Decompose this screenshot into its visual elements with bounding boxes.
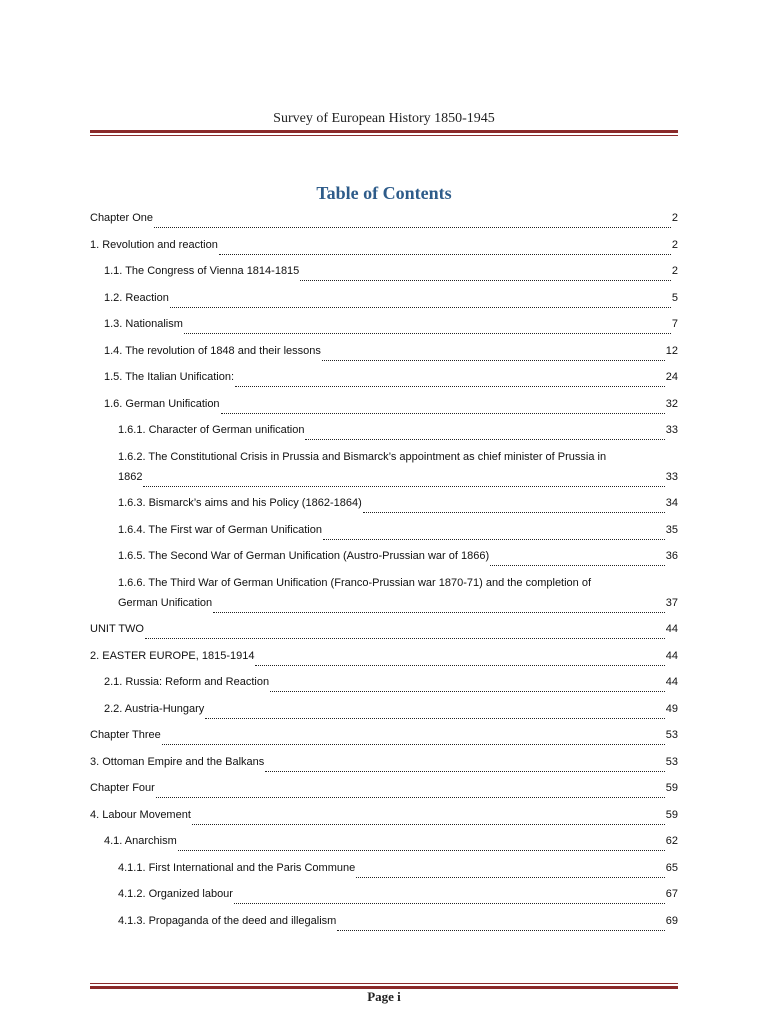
toc-entry[interactable] <box>90 447 678 487</box>
dot-leader <box>145 624 665 639</box>
toc-entry[interactable] <box>90 858 678 878</box>
dot-leader <box>170 293 671 308</box>
toc-entry-text-continued: German Unification <box>118 596 213 609</box>
toc-entry-page: 35 <box>665 523 678 536</box>
toc-entry[interactable] <box>90 261 678 281</box>
toc-entry[interactable] <box>90 208 678 228</box>
toc-entry[interactable] <box>90 646 678 666</box>
toc-entry-page: 69 <box>665 914 678 927</box>
toc-entry-page: 2 <box>671 212 678 224</box>
toc-entry-text: Chapter Three <box>90 729 161 741</box>
toc-entry-page: 5 <box>671 291 678 304</box>
toc-title: Table of Contents <box>316 183 452 203</box>
toc-entry[interactable] <box>90 394 678 414</box>
toc-entry-text: 4.1.1. First International and the Paris Commune <box>118 861 356 874</box>
toc-entry-page: 44 <box>665 676 678 688</box>
toc-entry-text: 1.2. Reaction <box>104 291 169 304</box>
dot-leader <box>143 472 664 487</box>
toc-entry-text: 2. EASTER EUROPE, 1815-1914 <box>90 649 255 662</box>
toc-entry-text: 1. Revolution and reaction <box>90 238 218 251</box>
toc-entry-page: 37 <box>665 596 678 609</box>
toc-entry-text: 1.6.2. The Constitutional Crisis in Prussia and Bismarck’s appointment as chief minister of Prussia in <box>118 450 607 463</box>
toc-entry-text: 4. Labour Movement <box>90 808 191 821</box>
toc-entry-page: 53 <box>665 729 678 741</box>
dot-leader <box>192 810 665 825</box>
dot-leader <box>219 240 671 255</box>
page-number: Page i <box>367 989 401 1004</box>
toc-entry[interactable] <box>90 725 678 745</box>
toc-entry-page: 44 <box>665 623 678 635</box>
toc-entry-page: 32 <box>665 397 678 410</box>
toc-entry-text: 1.5. The Italian Unification: <box>104 371 235 383</box>
dot-leader <box>337 916 664 931</box>
toc-entry[interactable] <box>90 778 678 798</box>
toc-entry-page: 49 <box>665 702 678 715</box>
dot-leader <box>156 783 665 798</box>
toc-entry[interactable] <box>90 752 678 772</box>
dot-leader <box>221 399 665 414</box>
toc-entry-text: 1.4. The revolution of 1848 and their lessons <box>104 344 321 357</box>
toc-entry-page: 33 <box>665 424 678 436</box>
toc-entry-text: 4.1.3. Propaganda of the deed and illegalism <box>118 914 337 927</box>
header-rule <box>90 130 678 136</box>
toc-entry[interactable] <box>90 699 678 719</box>
toc-entry-page: 67 <box>665 888 678 900</box>
toc-entry[interactable] <box>90 672 678 692</box>
dot-leader <box>300 266 671 281</box>
toc-entry-text: 1.1. The Congress of Vienna 1814-1815 <box>104 265 300 277</box>
dot-leader <box>270 677 665 692</box>
toc-entry-text: 4.1.2. Organized labour <box>118 888 233 900</box>
toc-entry[interactable] <box>90 546 678 566</box>
dot-leader <box>323 525 665 540</box>
toc-entry-page: 2 <box>671 265 678 277</box>
dot-leader <box>305 425 664 440</box>
toc-entry[interactable] <box>90 235 678 255</box>
toc-entry[interactable] <box>90 520 678 540</box>
toc-entry-text: 2.1. Russia: Reform and Reaction <box>104 676 270 688</box>
toc-entry[interactable] <box>90 420 678 440</box>
toc-entry-text: Chapter Four <box>90 782 155 794</box>
dot-leader <box>184 319 671 334</box>
toc-entry-text: 1.6. German Unification <box>104 397 220 410</box>
toc-entry-text-continued: 1862 <box>118 470 143 483</box>
toc-entry-page: 33 <box>665 470 678 483</box>
toc-entry-text: 2.2. Austria-Hungary <box>104 702 205 715</box>
toc-entry[interactable] <box>90 911 678 931</box>
running-header: Survey of European History 1850-1945 <box>273 111 495 126</box>
toc-entry[interactable] <box>90 367 678 387</box>
toc-entry-text: UNIT TWO <box>90 623 144 635</box>
dot-leader <box>162 730 665 745</box>
dot-leader <box>265 757 664 772</box>
toc-entry-page: 34 <box>665 497 678 509</box>
dot-leader <box>234 889 665 904</box>
dot-leader <box>235 372 665 387</box>
toc-entry[interactable] <box>90 288 678 308</box>
toc-entry[interactable] <box>90 884 678 904</box>
toc-entry[interactable] <box>90 573 678 613</box>
dot-leader <box>490 551 665 566</box>
toc-entry-page: 7 <box>671 318 678 330</box>
toc-entry-text: 1.6.6. The Third War of German Unification (Franco-Prussian war 1870-71) and the completion of <box>118 576 592 589</box>
toc-entry[interactable] <box>90 805 678 825</box>
toc-entry-text: 4.1. Anarchism <box>104 835 177 847</box>
table-of-contents <box>90 208 678 937</box>
dot-leader <box>154 213 671 228</box>
toc-entry-text: 1.6.5. The Second War of German Unification (Austro-Prussian war of 1866) <box>118 550 490 562</box>
toc-entry-page: 62 <box>665 835 678 847</box>
toc-entry-text: 1.3. Nationalism <box>104 318 183 330</box>
toc-entry[interactable] <box>90 341 678 361</box>
dot-leader <box>205 704 664 719</box>
toc-entry-page: 65 <box>665 861 678 874</box>
dot-leader <box>213 598 665 613</box>
toc-entry-text: Chapter One <box>90 212 153 224</box>
dot-leader <box>322 346 665 361</box>
toc-entry-page: 53 <box>665 755 678 768</box>
toc-entry[interactable] <box>90 493 678 513</box>
dot-leader <box>363 498 665 513</box>
toc-entry-page: 2 <box>671 238 678 251</box>
toc-entry[interactable] <box>90 831 678 851</box>
dot-leader <box>178 836 665 851</box>
dot-leader <box>356 863 665 878</box>
toc-entry[interactable] <box>90 619 678 639</box>
toc-entry-page: 44 <box>665 649 678 662</box>
toc-entry-page: 59 <box>665 808 678 821</box>
toc-entry-page: 12 <box>665 344 678 357</box>
toc-entry-text: 1.6.3. Bismarck’s aims and his Policy (1862-1864) <box>118 497 362 509</box>
dot-leader <box>255 651 664 666</box>
toc-entry-page: 24 <box>665 371 678 383</box>
toc-entry-text: 1.6.1. Character of German unification <box>118 424 305 436</box>
toc-entry-text: 3. Ottoman Empire and the Balkans <box>90 755 265 768</box>
toc-entry-text: 1.6.4. The First war of German Unification <box>118 523 322 536</box>
toc-entry[interactable] <box>90 314 678 334</box>
toc-entry-page: 59 <box>665 782 678 794</box>
toc-entry-page: 36 <box>665 550 678 562</box>
